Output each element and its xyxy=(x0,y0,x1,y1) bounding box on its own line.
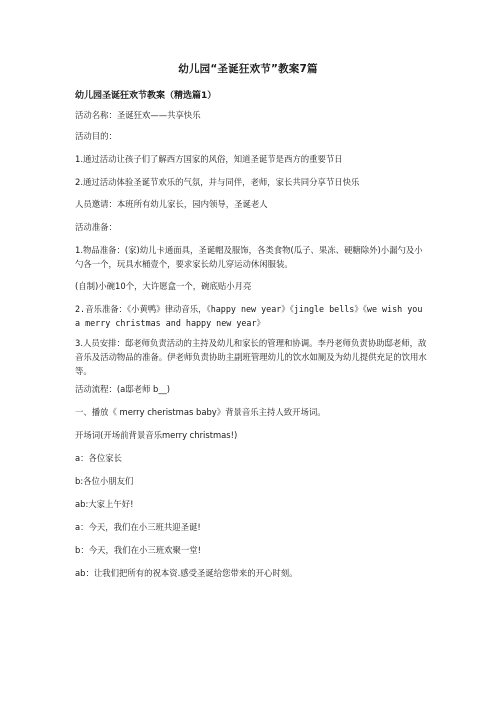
document-title: 幼儿园“圣诞狂欢节”教案7篇 xyxy=(178,63,318,75)
paragraph-dialogue-a1: a：各位家长 xyxy=(75,453,123,463)
paragraph-materials: 1.物品准备：(家)幼儿卡通面具，圣诞帽及服饰，各类食物(瓜子、果冻、硬糖除外)小漏勺及小勺各一个，玩具水桶壹个，要求家长幼儿穿运动休闲服装。 xyxy=(75,245,423,269)
paragraph-activity-purpose-label: 活动目的： xyxy=(75,131,117,141)
paragraph-music-preparation: 2.音乐准备：《小黄鸭》律动音乐，《happy new year》《jingle bells》《we wish you a merry christmas and happy new year》 xyxy=(75,304,423,328)
paragraph-dialogue-ab2: ab：让我们把所有的祝本资.感受圣诞给您带来的开心时刻。 xyxy=(75,568,298,578)
paragraph-opening-words: 开场词(开场前背景音乐merry christmas!) xyxy=(75,430,238,440)
paragraph-purpose-2: 2.通过活动体验圣诞节欢乐的气氛，并与同伴，老师，家长共同分享节日快乐 xyxy=(75,177,360,187)
paragraph-dialogue-a2: a：今天，我们在小三班共迎圣诞! xyxy=(75,522,201,532)
paragraph-activity-name: 活动名称：圣诞狂欢——共享快乐 xyxy=(75,110,201,120)
paragraph-step-1: 一、播放《 merry cheristmas baby》背景音乐主持人致开场词。 xyxy=(75,407,326,417)
paragraph-purpose-1: 1.通过活动让孩子们了解西方国家的风俗，知道圣诞节是西方的重要节日 xyxy=(75,154,343,164)
paragraph-dialogue-b2: b：今天，我们在小三班欢聚一堂! xyxy=(75,545,201,555)
paragraph-staff-arrangement: 3.人员安排：邸老师负责活动的主持及幼儿和家长的管理和协调。李丹老师负责协助邸老师，敌音乐及活动物品的准备。伊老师负责协助主副班管理幼儿的饮水如厕及为幼儿提供充足的饮用水等。 xyxy=(75,338,427,376)
section-title: 幼儿园圣诞狂欢节教案（精选篇1） xyxy=(75,91,217,101)
paragraph-homemade-items: (自制)小碗10个，大许愿盒一个，碗底贴小月亮 xyxy=(75,281,252,291)
paragraph-dialogue-ab1: ab:大家上午好! xyxy=(75,499,134,509)
paragraph-invited-people: 人员邀请：本班所有幼儿家长，园内领导，圣诞老人 xyxy=(75,199,268,209)
paragraph-dialogue-b1: b:各位小朋友们 xyxy=(75,476,134,486)
paragraph-preparation-label: 活动准备： xyxy=(75,222,117,232)
paragraph-process-label: 活动流程：(a邸老师 b__) xyxy=(75,384,171,394)
